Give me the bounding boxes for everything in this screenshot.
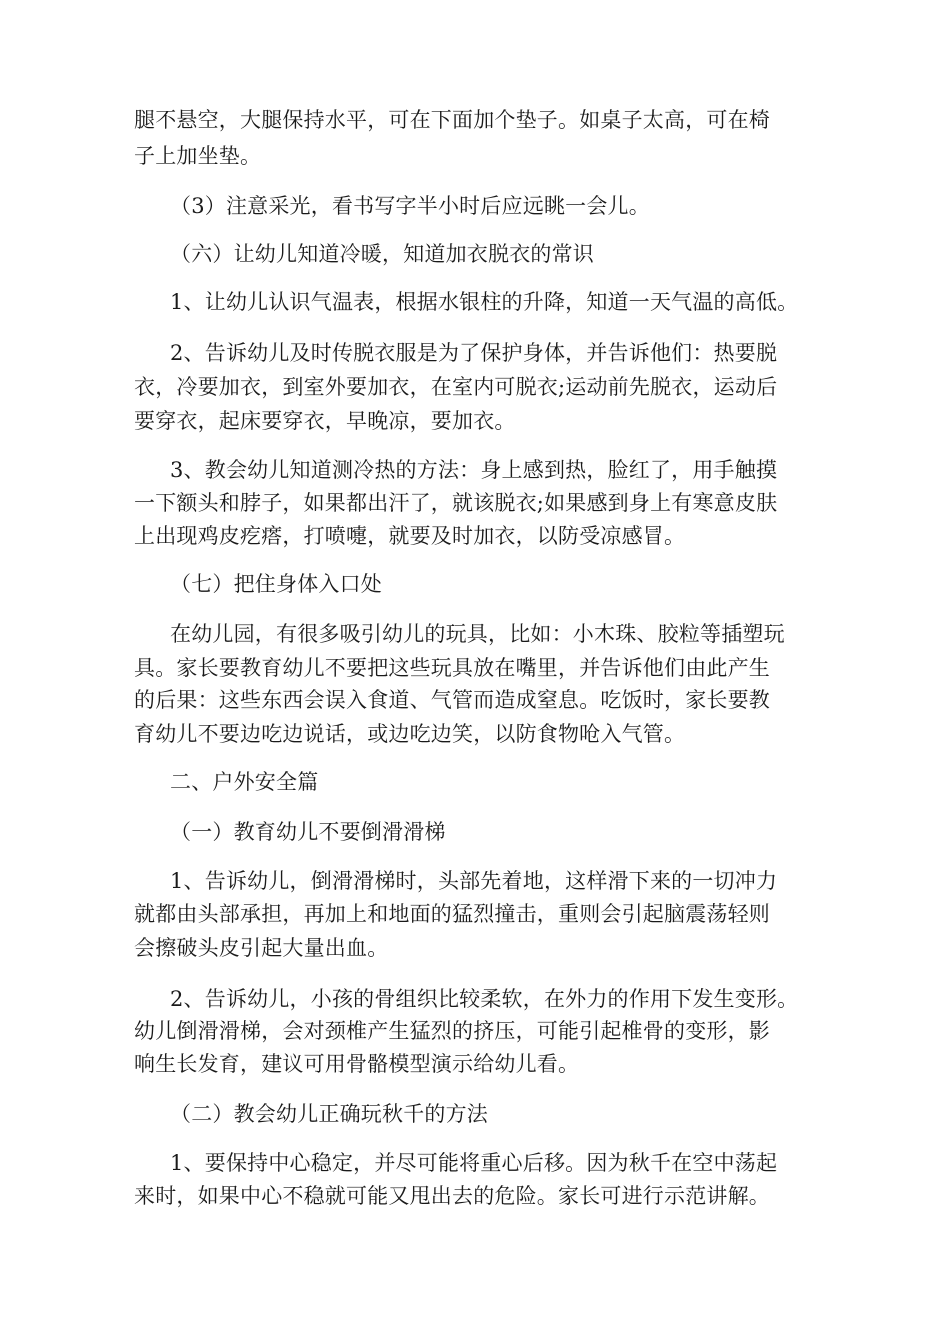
text-line: 3、教会幼儿知道测冷热的方法：身上感到热，脸红了，用手触摸 bbox=[170, 458, 778, 482]
text-line: 来时，如果中心不稳就可能又甩出去的危险。家长可进行示范讲解。 bbox=[134, 1184, 770, 1208]
text-line: 1、让幼儿认识气温表，根据水银柱的升降，知道一天气温的高低。 bbox=[170, 290, 799, 314]
text-line: 幼儿倒滑滑梯，会对颈椎产生猛烈的挤压，可能引起椎骨的变形，影 bbox=[134, 1019, 770, 1043]
section-heading: 二、户外安全篇 bbox=[170, 770, 319, 794]
text-line: 2、告诉幼儿，小孩的骨组织比较柔软，在外力的作用下发生变形。 bbox=[170, 987, 799, 1011]
text-line: 腿不悬空，大腿保持水平，可在下面加个垫子。如桌子太高，可在椅 bbox=[134, 108, 770, 132]
text-line: （3）注意采光，看书写字半小时后应远眺一会儿。 bbox=[170, 194, 650, 218]
text-line: 一下额头和脖子，如果都出汗了，就该脱衣;如果感到身上有寒意皮肤 bbox=[134, 491, 778, 515]
section-heading: （六）让幼儿知道冷暖，知道加衣脱衣的常识 bbox=[170, 242, 594, 266]
text-line: 子上加坐垫。 bbox=[134, 144, 262, 168]
text-line: 1、告诉幼儿，倒滑滑梯时，头部先着地，这样滑下来的一切冲力 bbox=[170, 869, 778, 893]
section-heading: （一）教育幼儿不要倒滑滑梯 bbox=[170, 820, 446, 844]
text-line: 1、要保持中心稳定，并尽可能将重心后移。因为秋千在空中荡起 bbox=[170, 1151, 778, 1175]
text-line: 在幼儿园，有很多吸引幼儿的玩具，比如：小木珠、胶粒等插塑玩 bbox=[170, 622, 785, 646]
text-line: 衣，冷要加衣，到室外要加衣，在室内可脱衣;运动前先脱衣，运动后 bbox=[134, 375, 778, 399]
text-line: 会擦破头皮引起大量出血。 bbox=[134, 936, 389, 960]
section-heading: （七）把住身体入口处 bbox=[170, 572, 382, 596]
text-line: 2、告诉幼儿及时传脱衣服是为了保护身体，并告诉他们：热要脱 bbox=[170, 341, 778, 365]
section-heading: （二）教会幼儿正确玩秋千的方法 bbox=[170, 1102, 488, 1126]
text-line: 上出现鸡皮疙瘩，打喷嚏，就要及时加衣，以防受凉感冒。 bbox=[134, 524, 686, 548]
text-line: 就都由头部承担，再加上和地面的猛烈撞击，重则会引起脑震荡轻则 bbox=[134, 902, 770, 926]
text-line: 具。家长要教育幼儿不要把这些玩具放在嘴里，并告诉他们由此产生 bbox=[134, 656, 770, 680]
text-line: 的后果：这些东西会误入食道、气管而造成窒息。吃饭时，家长要教 bbox=[134, 688, 770, 712]
text-line: 育幼儿不要边吃边说话，或边吃边笑，以防食物呛入气管。 bbox=[134, 722, 686, 746]
text-line: 响生长发育，建议可用骨骼模型演示给幼儿看。 bbox=[134, 1052, 580, 1076]
text-line: 要穿衣，起床要穿衣，早晚凉，要加衣。 bbox=[134, 409, 516, 433]
